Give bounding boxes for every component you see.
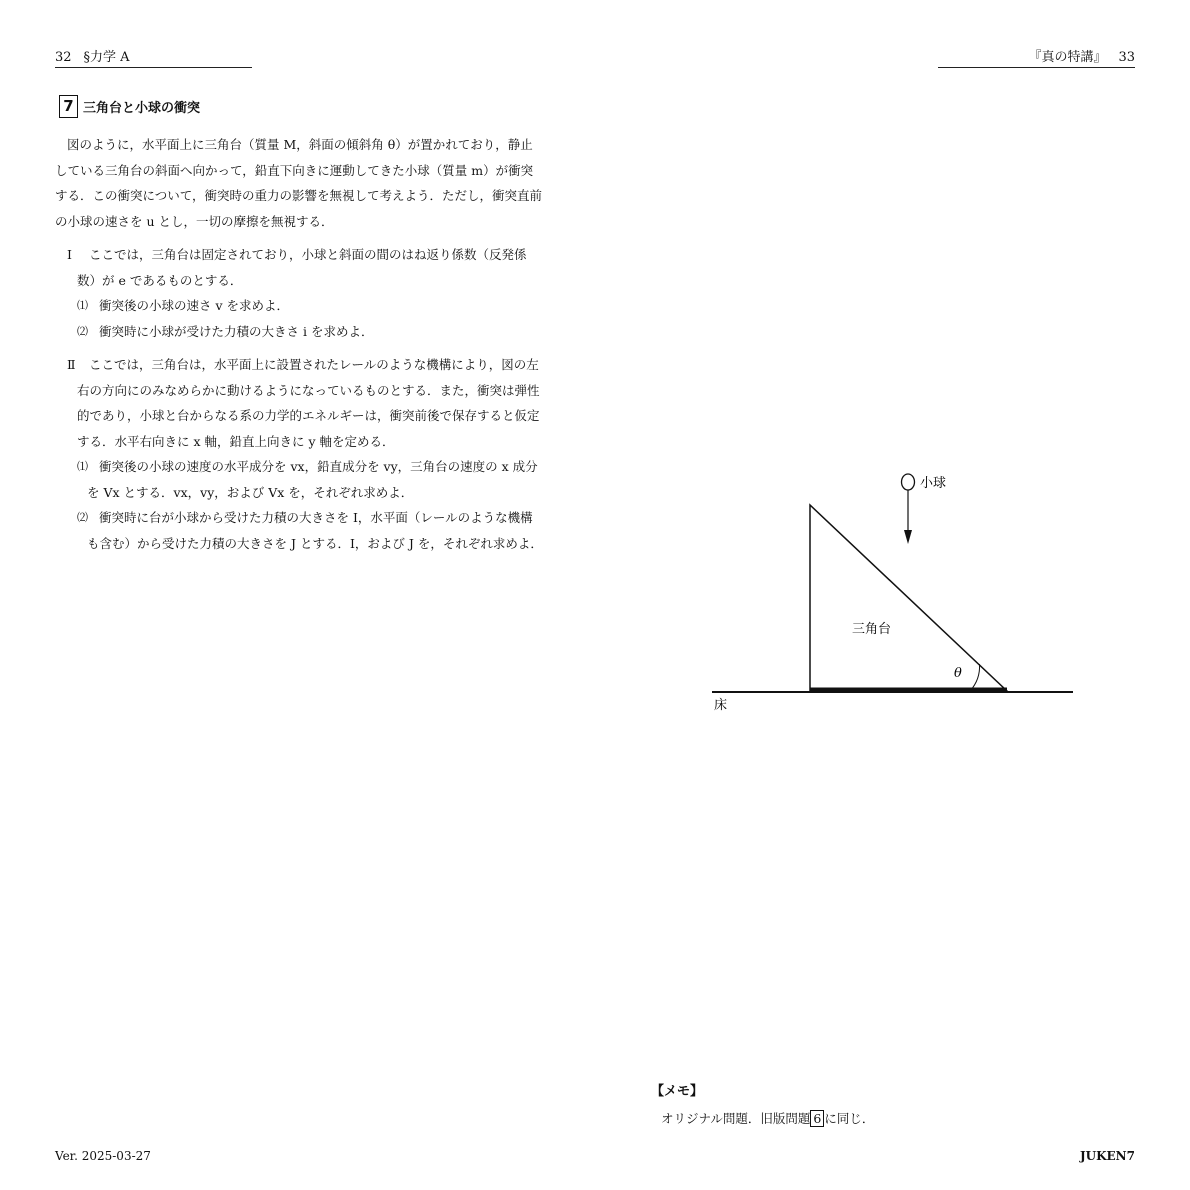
right-book-title: 『真の特講』 [1028, 50, 1107, 65]
floor-label: 床 [714, 698, 728, 713]
memo-text-before: オリジナル問題．旧版問題 [661, 1111, 811, 1126]
question-2-2-number: ⑵ [77, 511, 88, 524]
brand-footer: JUKEN7 [1079, 1149, 1135, 1163]
memo-box-number: 6 [810, 1110, 824, 1127]
version-footer: Ver. 2025-03-27 [55, 1149, 151, 1163]
section-2-text: ここでは，三角台は，水平面上に設置されたレールのような機構により，図の左右の方向にのみなめらかに動けるようになっているものとする．また，衝突は弾性的であり，小球と台からなる系の力学的エネルギーは，衝突前後で保存すると仮定する．水平右向きに x 軸，鉛直上向きに y 軸を定める． [77, 357, 540, 449]
velocity-arrow-head [904, 530, 912, 544]
memo-title: 【メモ】 [651, 1084, 704, 1099]
ball-label: 小球 [920, 476, 947, 491]
wedge-figure [700, 465, 1090, 725]
right-page-header [938, 50, 1135, 68]
memo-text-after: に同じ． [824, 1111, 875, 1126]
left-page-number: 32 [55, 50, 72, 65]
memo-body [651, 1109, 874, 1127]
left-section-title: §力学 A [83, 50, 130, 65]
problem-text [55, 132, 545, 556]
section-1-label: Ⅰ [67, 247, 72, 262]
problem-intro: 図のように，水平面上に三角台（質量 M，斜面の傾斜角 θ）が置かれており，静止している三角台の斜面へ向かって，鉛直下向きに運動してきた小球（質量 m）が衝突する．この衝突について，衝突時の重力の影響を無視して考えよう．ただし，衝突直前の小球の速さを u とし，一切の摩擦を無視する． [55, 137, 543, 229]
right-page-number: 33 [1118, 50, 1135, 65]
problem-heading [59, 95, 200, 118]
section-1-text: ここでは，三角台は固定されており，小球と斜面の間のはね返り係数（反発係数）が e であるものとする． [77, 247, 527, 288]
problem-number-box: 7 [59, 95, 78, 118]
wedge-diagram [700, 465, 1090, 725]
ball-circle [902, 474, 915, 490]
question-1-1-text: 衝突後の小球の速さ v を求めよ． [99, 298, 290, 313]
question-1-1-number: ⑴ [77, 299, 88, 312]
question-1-2-text: 衝突時に小球が受けた力積の大きさ i を求めよ． [99, 323, 374, 339]
wedge-label: 三角台 [852, 622, 892, 637]
angle-label: θ [954, 666, 962, 681]
question-2-1-number: ⑴ [77, 460, 88, 473]
problem-title: 三角台と小球の衝突 [83, 101, 201, 116]
question-1-2-number: ⑵ [77, 324, 88, 338]
section-2 [55, 352, 545, 556]
left-page-header [55, 50, 252, 68]
section-2-label: Ⅱ [67, 357, 76, 372]
angle-arc [970, 664, 980, 691]
memo-box [651, 1080, 874, 1127]
section-1 [55, 242, 545, 344]
question-2-1-text: 衝突後の小球の速度の水平成分を vx，鉛直成分を vy，三角台の速度の x 成分を Vx とする．vx，vy，および Vx を，それぞれ求めよ． [87, 459, 538, 500]
question-2-2-text: 衝突時に台が小球から受けた力積の大きさを I，水平面（レールのような機構も含む）から受けた力積の大きさを J とする．I，および J を，それぞれ求めよ． [87, 510, 543, 551]
